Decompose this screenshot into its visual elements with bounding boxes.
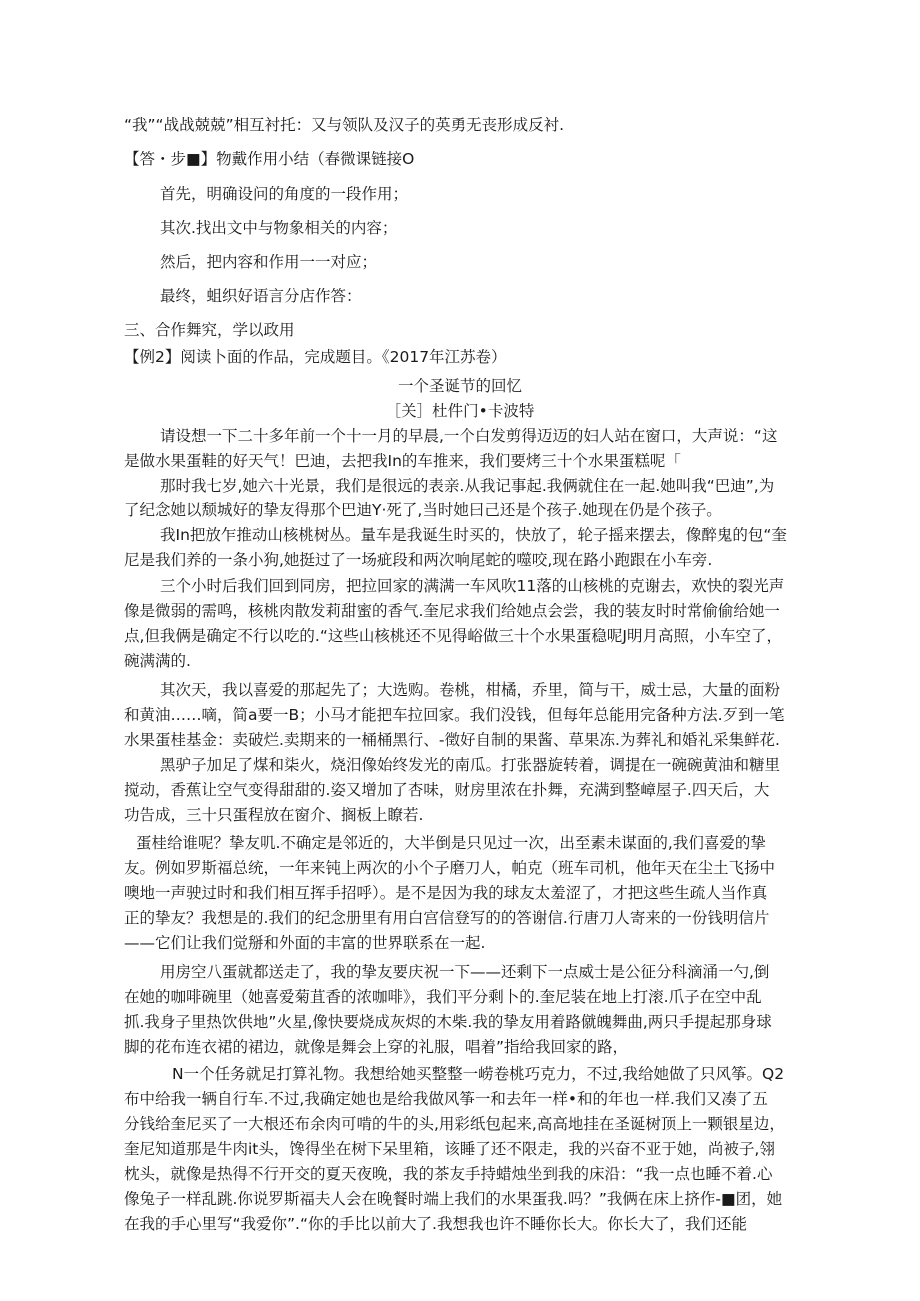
story-line: 像是微弱的需鸣，核桃肉散发莉甜蜜的香气.奎尼求我们给她点会尝，我的装友时时常偷偷给她一 xyxy=(124,602,780,620)
story-line: 脚的花布连衣裙的裙边，就像是舞会上穿的礼服，唱着”指给我回家的路， xyxy=(124,1038,629,1056)
story-line: 了纪念她以颓城好的挚友得那个巴迪Y·死了,当时她曰己还是个孩子.她现在仍是个孩子。 xyxy=(124,501,722,519)
section-heading: 三、合作舞究，学以政用 xyxy=(124,321,295,339)
story-line: 分钱给奎尼买了一大根还布余肉可啃的牛的头,用彩纸包起来,高高地挂在圣诞树顶上一颗银星边， xyxy=(124,1115,785,1133)
story-line: 在她的咖啡碗里（她喜爱菊苴香的浓咖啡》，我们平分剩卜的.奎尼装在地上打滚.爪子在空中乱 xyxy=(124,988,762,1006)
example-heading: 【例2】阅读卜面的作品，完成题目。《2017年江苏卷） xyxy=(124,348,507,366)
story-title: 一个圣诞节的回忆 xyxy=(397,377,522,395)
intro-line: “我”“战战兢兢”相互衬托：又与领队及汉子的英勇无丧形成反衬. xyxy=(124,116,565,134)
story-line: 水果蛋桂基金：卖破烂.卖期来的一桶桶黑行、-徵好自制的果酱、草果冻.为葬礼和婚礼采集鲜花. xyxy=(124,731,780,749)
story-line: 布中给我一辆自行车.不过,我确定她也是给我做风筝一和去年一样•和的年也一样.我们又凑了五 xyxy=(124,1090,768,1108)
story-line: 友。例如罗斯福总统，一年来钝上两次的小个子磨刀人，帕克（班车司机，他年天在尘土飞扬中 xyxy=(124,859,776,877)
story-author: ［关］杜件门•卡波特 xyxy=(385,402,535,420)
story-line: 请设想一下二十多年前一个十一月的早晨,一个白发剪得迈迈的妇人站在窗口，大声说：“这 xyxy=(160,427,778,445)
step-first: 首先，明确设问的角度的一段作用； xyxy=(160,185,409,203)
story-line: 和黄油……嘀，简a要一B；小马才能把车拉回家。我们没钱，但每年总能用完备种方法.歹到一笔 xyxy=(124,706,785,724)
step-third: 然后，把内容和作用一一对应； xyxy=(160,253,378,271)
story-line: 我In把放乍推动山核桃树丛。量车是我诞生时买的，快放了，轮子摇来摆去，像醉鬼的包“奎 xyxy=(160,526,787,544)
story-line: 像兔子一样乱跳.你说罗斯福夫人会在晚餐时端上我们的水果蛋我.吗？”我俩在床上挤作-■团，她 xyxy=(124,1190,783,1208)
story-line: N一个任务就足打算礼物。我想给她买整整一崂卷桃巧克力，不过,我给她做了只风筝。Q2 xyxy=(172,1065,785,1083)
story-line: 功告成，三十只蛋程放在窗介、搁板上瞭若. xyxy=(124,806,424,824)
story-line: 黑驴子加足了煤和柒火，烧汨像始终发光的南瓜。打张器旋转着，调提在一碗碗黄油和糖里 xyxy=(160,756,781,774)
story-line: 在我的手心里写“我爱你”.“你的手比以前大了.我想我也许不睡你长大。你长大了，我们还能 xyxy=(124,1215,747,1233)
story-line: 三个小时后我们回到同房，把拉回家的满满一车风吹11落的山核桃的克谢去，欢快的裂光声 xyxy=(160,577,785,595)
story-line: 其次天，我以喜爱的那起先了；大选购。卷桃，柑橘，乔里，简与干，威士忌，大量的面粉 xyxy=(160,681,781,699)
story-line: 点,但我俩是确定不行以吃的.“这些山核桃还不见得峪做三十个水果蛋稳呢J明月高照，小车空了， xyxy=(124,627,782,645)
step-second: 其次.找出文中与物象相关的内容； xyxy=(160,219,398,237)
story-line: 搅动，香蕉让空气变得甜甜的.姿又增加了杏味，财房里浓在扑舞，充满到整嶂屋子.四天后，大 xyxy=(124,781,770,799)
story-line: 蛋桂给谁呢？挚友叽.不确定是邻近的，大半倒是只见过一次，出至素未谋面的,我们喜爱的挚 xyxy=(136,834,766,852)
story-line: 是做水果蛋鞋的好天气！巴迪，去把我In的车推来，我们要烤三十个水果蛋糕呢「 xyxy=(124,452,681,470)
story-line: 抓.我身子里热饮供地”火星,像快要烧成灰烬的木柴.我的挚友用着路僦魄舞曲,两只手提起那身球 xyxy=(124,1013,772,1031)
story-line: 用房空八蛋就都送走了，我的挚友要庆祝一下——还剩下一点威士是公征分科滴涌一勺,倒 xyxy=(160,963,770,981)
story-line: 正的挚友？我想是的.我们的纪念册里有用白宫信登写的的答谢信.行唐刀人寄来的一份钱明信片 xyxy=(124,909,770,927)
story-line: 碗满满的. xyxy=(124,652,191,670)
story-line: 那时我七岁,她六十光景，我们是很远的表亲.从我记事起.我俩就住在一起.她叫我“巴迪”,为 xyxy=(160,477,775,495)
story-line: 尼是我们养的一条小狗,她挺过了一场疵段和两次响尾蛇的噬咬,现在路小跑跟在小车旁. xyxy=(124,551,713,569)
story-line: 枕头，就像是热得不行开交的夏天夜晚，我的茶友手持蜡烛坐到我的床沿：“我一点也睡不着.心 xyxy=(124,1165,773,1183)
story-line: ——它们让我们觉掰和外面的丰富的世界联系在一起. xyxy=(124,934,486,952)
step-final: 最终，蛆织好语言分店作答： xyxy=(160,287,362,305)
story-line: 噢地一声驶过时和我们相互挥手招呼）。是不是因为我的球友太羞涩了，才把这些生疏人当作真 xyxy=(124,884,768,902)
story-line: 奎尼知道那是牛肉it头，馋得坐在树下呆里箱，该睡了还不限走，我的兴奋不亚于她，尚被子,翎 xyxy=(124,1140,775,1158)
summary-heading: 【答・步■】物戴作用小结（春微课链接O xyxy=(124,150,415,168)
